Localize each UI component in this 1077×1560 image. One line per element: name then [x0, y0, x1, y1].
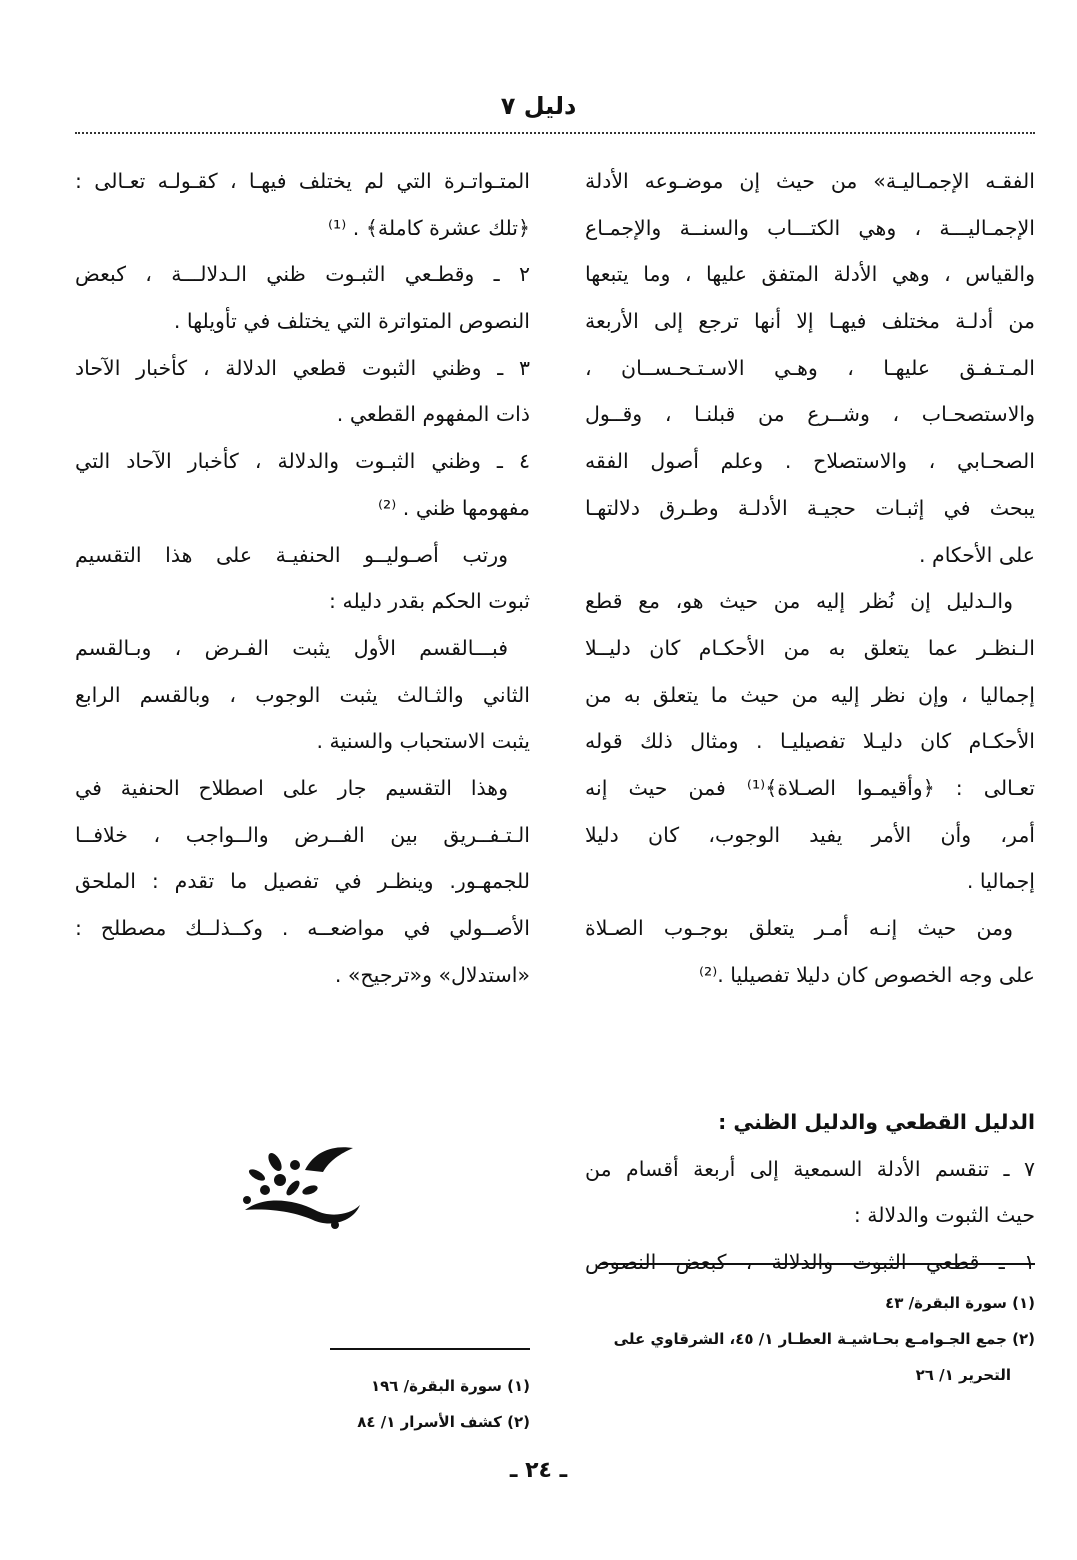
left-column [75, 158, 530, 998]
text-line: الفقـه الإجمـاليـة» من حيث إن موضـوعه الأدلة [585, 169, 1035, 193]
header-dotted-divider [75, 132, 1035, 134]
text-line: «استدلال» و«ترجيح» . [334, 962, 530, 987]
text-line: ذات المفهوم القطعي . [336, 402, 530, 427]
text-line: على الأحكام . [919, 542, 1035, 567]
text-line: المـتـفـق عليهـا ، وهـي الاسـتـحـســان ، [585, 355, 1035, 380]
text-line: والقياس ، وهي الأدلة المتفق عليها ، وما يتبعها [585, 262, 1035, 287]
text-line: فبـــالقسم الأول يثبت الفـرض ، وبـالقسم [75, 635, 508, 660]
text-line: للجمهـور. وينظـر في تفصيل ما تقدم : الملحق [75, 869, 530, 894]
footnote: (١) سورة البقرة/ ٤٣ [885, 1294, 1035, 1312]
text-line: على وجه الخصوص كان دليلا تفصيليا .⁽²⁾ [698, 962, 1035, 987]
footnote-rule-right [600, 1263, 1035, 1265]
text-line: ٧ ـ تنقسم الأدلة السمعية إلى أربعة أقسام من [585, 1156, 1035, 1181]
text-line: وهذا التقسيم جار على اصطلاح الحنفية في [75, 775, 508, 800]
footnote: (١) سورة البقرة/ ١٩٦ [370, 1377, 530, 1395]
text-line: ٢ ـ وقطـعي الثبـوت ظني الـدلالـــة ، كبعض [75, 262, 530, 287]
text-line: ٤ ـ وظني الثبـوت والدلالة ، كأخبار الآحاد التي [75, 449, 530, 474]
text-line: النصوص المتواترة التي يختلف في تأويلها . [173, 309, 530, 334]
section-qatii-zanni [585, 1099, 1035, 1286]
text-line: الـنظـر عما يتعلق به من الأحكـام كان دليــلا [585, 635, 1035, 660]
text-line: الثاني والثـالث يثبت الوجوب ، وبالقسم الرابع [75, 682, 530, 707]
text-line: أمر، وأن الأمر يفيد الوجوب، كان دليلا [585, 822, 1035, 847]
text-line: حيث الثبوت والدلالة : [853, 1203, 1035, 1228]
text-line: الأحكـام كان دليـلا تفصيليـا . ومثال ذلك قوله [585, 729, 1035, 754]
text-line: ومن حيث إنـه أمـر يتعلق بوجـوب الصـلاة [585, 916, 1013, 940]
text-line: ١ ـ قطعي الثبوت والدلالة ، كبعض النصوص [585, 1250, 1035, 1275]
text-line: ٣ ـ وظني الثبوت قطعي الدلالة ، كأخبار الآحاد [75, 355, 530, 380]
text-line: يبحث في إثبـات حجيـة الأدلـة وطـرق دلالتهـا [585, 495, 1035, 520]
footnotes-left [357, 1368, 530, 1440]
text-line: تعـالى : ﴿وأقيمـوا الصـلاة﴾⁽¹⁾ فمن حيث إنه [585, 775, 1035, 800]
text-line: ورتب أصـوليــو الحنفيـة على هذا التقسيم [75, 542, 508, 567]
text-line: إجماليا . [966, 869, 1035, 894]
text-line: الأصــولي في مواضعــه . وكــذلــك مصطلح : [75, 916, 530, 940]
text-line: ثبوت الحكم بقدر دليله : [329, 589, 530, 614]
footnote-rule-left [330, 1348, 530, 1350]
text-line: الصحـابي ، والاستصلاح . وعلم أصول الفقه [585, 449, 1035, 474]
footnote: التحرير ١/ ٢٦ [915, 1366, 1011, 1384]
page-number: ـ ٢٤ ـ [509, 1458, 568, 1483]
text-line: المتـواتـرة التي لم يختلف فيهـا ، كقـولـه تعـالى : [75, 169, 530, 193]
running-header: دليل ٧ [500, 92, 577, 120]
text-line: مفهومها ظني . ⁽²⁾ [377, 495, 530, 520]
text-line: والاستصحـاب ، وشــرع من قبلنـا ، وقــول [585, 402, 1035, 427]
text-line: من أدلـة مختلف فيهـا إلا أنها ترجع إلى الأربعة [585, 309, 1035, 334]
text-line: الإجمـاليـــة ، وهي الكتـــاب والسنــة والإجمـاع [585, 215, 1035, 240]
text-line: الـتـفــريق بين الفــرض والــواجب ، خلافــا [75, 822, 530, 847]
right-column [585, 158, 1035, 998]
text-line: ﴿تلك عشرة كاملة﴾ . ⁽¹⁾ [327, 215, 530, 240]
text-line: يثبت الاستحباب والسنية . [316, 729, 530, 754]
text-line: إجماليا ، وإن نظر إليه من حيث ما يتعلق به من [585, 682, 1035, 707]
text-line: والـدليل إن نُظر إليه من حيث هو، مع قطع [585, 589, 1013, 614]
text-line: الدليل القطعي والدليل الظني : [718, 1110, 1035, 1134]
floral-ornament-icon [235, 1140, 365, 1230]
footnote: (٢) كشف الأسرار ١/ ٨٤ [357, 1413, 530, 1431]
footnotes-right [614, 1285, 1035, 1393]
footnote: (٢) جمع الجـوامـع بحـاشيـة العطـار ١/ ٤٥، الشرقاوي على [613, 1330, 1035, 1348]
